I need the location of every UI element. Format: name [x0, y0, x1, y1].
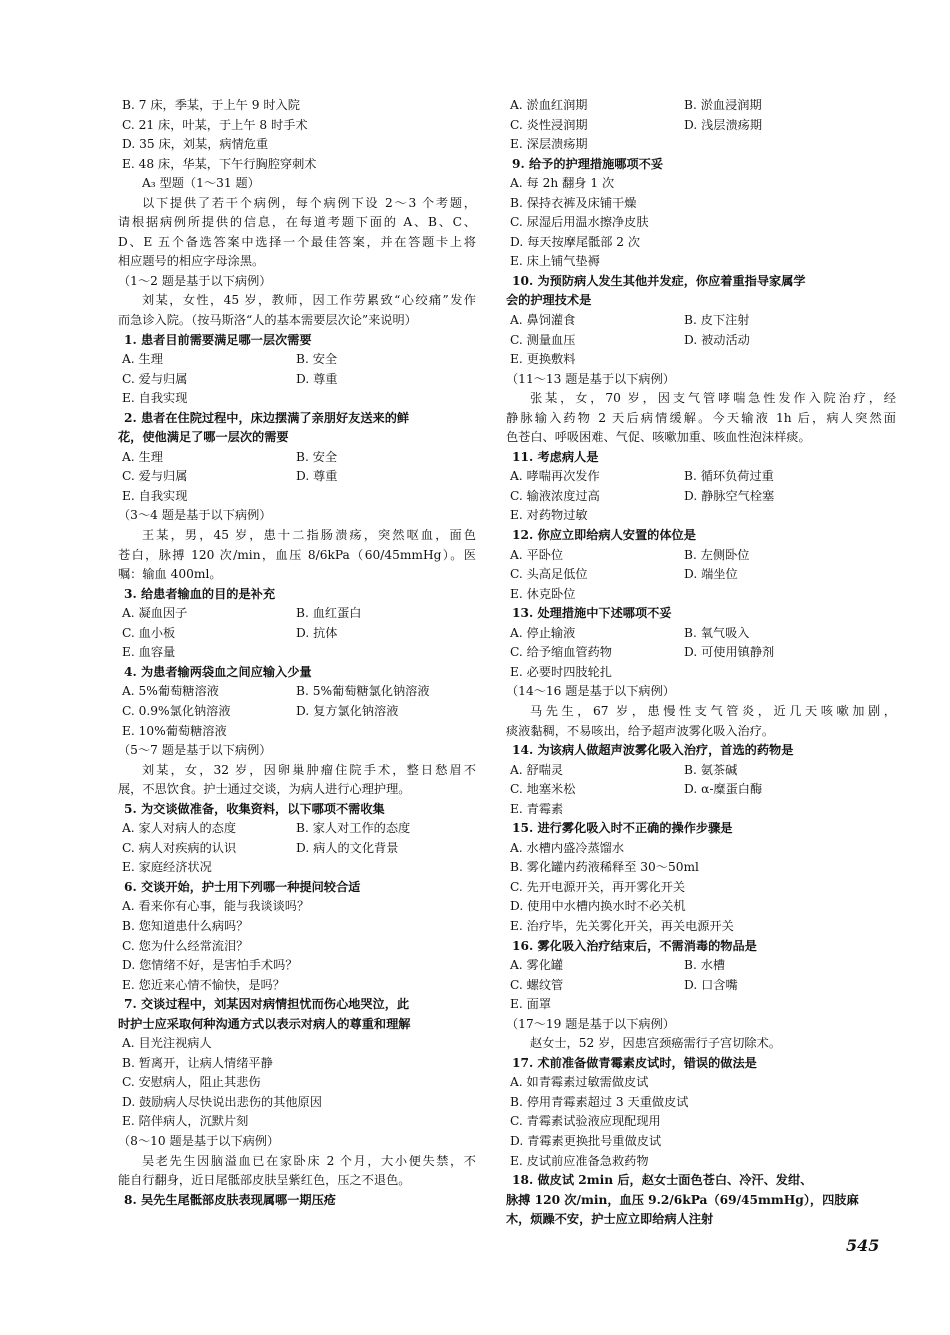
answer-option: B. 血红蛋白	[296, 606, 362, 621]
answer-option-pair	[506, 96, 896, 116]
answer-option: D. 复方氯化钠溶液	[296, 703, 399, 718]
case-caption: （1～2 题是基于以下病例）	[118, 273, 272, 288]
case-caption: （17～19 题是基于以下病例）	[506, 1016, 675, 1031]
answer-option-pair	[506, 976, 896, 996]
answer-option: A. 水槽内盛冷蒸馏水	[510, 840, 625, 855]
answer-option: C. 螺纹管	[510, 977, 564, 992]
answer-option: E. 皮试前应准备急救药物	[510, 1153, 649, 1168]
answer-option-pair	[118, 350, 476, 370]
question-stem: 15. 进行雾化吸入时不正确的操作步骤是	[512, 821, 733, 836]
answer-option: E. 更换敷料	[510, 352, 576, 367]
answer-option: A. 5%葡萄糖溶液	[122, 684, 219, 699]
case-text-line: 能自行翻身，近日尾骶部皮肤呈紫红色，压之不退色。	[118, 1173, 411, 1188]
answer-option: B. 氧气吸入	[684, 625, 750, 640]
answer-option-pair	[506, 565, 896, 585]
answer-option: E. 血容量	[122, 645, 176, 660]
question-stem: 1. 患者目前需要满足哪一层次需要	[124, 332, 312, 347]
question-stem: 13. 处理措施中下述哪项不妥	[512, 606, 672, 621]
answer-option: A. 每 2h 翻身 1 次	[510, 176, 615, 191]
answer-option: D. 您情绪不好，是害怕手术吗？	[122, 958, 298, 973]
answer-option-pair	[506, 467, 896, 487]
case-text-line: 吴老先生因脑溢血已在家卧床 2 个月，大小便失禁，不	[142, 1153, 476, 1168]
answer-option: B. 安全	[296, 449, 338, 464]
case-text-line: 张某，女，70 岁，因支气管哮喘急性发作入院治疗，经	[530, 391, 896, 406]
question-stem: 7. 交谈过程中，刘某因对病情担忧而伤心地哭泣，此	[124, 997, 410, 1012]
answer-option: C. 血小板	[122, 625, 176, 640]
answer-option: E. 休克卧位	[510, 586, 576, 601]
case-text-line: 苍白，脉搏 120 次/min，血压 8/6kPa（60/45mmHg）。医	[118, 547, 476, 562]
answer-option: D. 每天按摩尾骶部 2 次	[510, 234, 641, 249]
answer-option: A. 生理	[122, 449, 163, 464]
question-stem: 4. 为患者输两袋血之间应输入少量	[124, 664, 312, 679]
answer-option: B. 循环负荷过重	[684, 469, 774, 484]
case-caption: （14～16 题是基于以下病例）	[506, 684, 675, 699]
answer-option: C. 地塞米松	[510, 782, 576, 797]
answer-option: B. 保持衣裤及床铺干燥	[510, 195, 637, 210]
answer-option-pair	[506, 956, 896, 976]
answer-option: B. 左侧卧位	[684, 547, 750, 562]
answer-option: E. 您近来心情不愉快，是吗？	[122, 977, 285, 992]
answer-option: D. 青霉素更换批号重做皮试	[510, 1133, 662, 1148]
answer-option-pair	[118, 702, 476, 722]
answer-option: B. 淤血浸润期	[684, 98, 762, 112]
answer-option: B. 您知道患什么病吗？	[122, 918, 249, 933]
answer-option: D. 抗体	[296, 625, 338, 640]
answer-option: C. 输液浓度过高	[510, 488, 600, 503]
question-stem: 脉搏 120 次/min，血压 9.2/6kPa（69/45mmHg），四肢麻	[506, 1192, 859, 1207]
case-caption: （11～13 题是基于以下病例）	[506, 371, 675, 386]
answer-option: D. 尊重	[296, 469, 338, 484]
answer-option: B. 雾化罐内药液稀释至 30～50ml	[510, 860, 699, 875]
answer-option-pair	[118, 682, 476, 702]
answer-option: B. 安全	[296, 352, 338, 367]
case-text-line: 嘱：输血 400ml。	[118, 567, 222, 582]
question-stem: 12. 你应立即给病人安置的体位是	[512, 528, 696, 543]
answer-option: E. 48 床，华某，下午行胸腔穿刺术	[122, 156, 317, 171]
case-text-line: 请根据病例所提供的信息，在每道考题下面的 A、B、C、	[118, 215, 476, 230]
question-stem: 8. 吴先生尾骶部皮肤表现属哪一期压疮	[124, 1192, 336, 1207]
answer-option: D. 端坐位	[684, 567, 738, 582]
answer-option: A. 平卧位	[510, 547, 564, 562]
answer-option-pair	[118, 370, 476, 390]
answer-option: B. 停用青霉素超过 3 天重做皮试	[510, 1094, 689, 1109]
answer-option: C. 炎性浸润期	[510, 117, 588, 132]
question-stem: 时护士应采取何种沟通方式以表示对病人的尊重和理解	[118, 1016, 411, 1031]
answer-option: A. 舒喘灵	[510, 762, 564, 777]
case-text-line: 痰液黏稠，不易咳出，给予超声波雾化吸入治疗。	[506, 723, 775, 738]
answer-option: A. 雾化罐	[510, 958, 564, 973]
case-text-line: 相应题号的相应字母涂黑。	[118, 254, 265, 269]
answer-option: D. 口含嘴	[684, 977, 738, 992]
answer-option: C. 安慰病人，阻止其悲伤	[122, 1075, 261, 1090]
answer-option: A. 目光注视病人	[122, 1036, 212, 1051]
answer-option-pair	[118, 624, 476, 644]
answer-option: E. 自我实现	[122, 391, 188, 406]
question-stem: 16. 雾化吸入治疗结束后，不需消毒的物品是	[512, 938, 757, 953]
answer-option: B. 7 床，季某，于上午 9 时入院	[122, 98, 300, 112]
answer-option: E. 10%葡萄糖溶液	[122, 723, 227, 738]
answer-option: A. 鼻饲灌食	[510, 313, 576, 328]
case-text-line: 刘某，女性，45 岁，教师，因工作劳累致“心绞痛”发作	[142, 293, 476, 308]
answer-option: A. 看来你有心事，能与我谈谈吗？	[122, 899, 310, 914]
question-stem: 5. 为交谈做准备，收集资料，以下哪项不需收集	[124, 801, 385, 816]
case-text-line: 王某，男，45 岁，患十二指肠溃疡，突然呕血，面色	[142, 528, 476, 543]
answer-option: C. 青霉素试验液应现配现用	[510, 1114, 661, 1129]
question-stem: 2. 患者在住院过程中，床边摆满了亲朋好友送来的鲜	[124, 410, 410, 425]
answer-option: A. 生理	[122, 352, 163, 367]
question-stem: 11. 考虑病人是	[512, 449, 599, 464]
case-caption: （8～10 题是基于以下病例）	[118, 1133, 280, 1148]
question-stem: 17. 术前准备做青霉素皮试时，错误的做法是	[512, 1055, 757, 1070]
answer-option-pair	[506, 116, 896, 136]
answer-option: E. 陪伴病人，沉默片刻	[122, 1114, 249, 1129]
answer-option: C. 21 床，叶某，于上午 8 时手术	[122, 117, 308, 132]
answer-option: D. 尊重	[296, 371, 338, 386]
answer-option: E. 自我实现	[122, 488, 188, 503]
answer-option: D. 静脉空气栓塞	[684, 488, 775, 503]
answer-option: E. 青霉素	[510, 801, 564, 816]
case-caption: （3～4 题是基于以下病例）	[118, 508, 272, 523]
section-heading: A₃ 型题（1～31 题）	[142, 176, 260, 191]
case-text-line: 色苍白、呼吸困难、气促、咳嗽加重、咳血性泡沫样痰。	[506, 430, 811, 445]
right-column	[506, 96, 896, 1230]
answer-option: E. 治疗毕，先关雾化开关，再关电源开关	[510, 918, 734, 933]
question-stem: 6. 交谈开始，护士用下列哪一种提问较合适	[124, 879, 361, 894]
answer-option: C. 尿湿后用温水擦净皮肤	[510, 215, 649, 230]
answer-option: E. 面罩	[510, 997, 552, 1012]
answer-option: E. 必要时四肢轮扎	[510, 664, 612, 679]
answer-option-pair	[118, 448, 476, 468]
answer-option-pair	[506, 780, 896, 800]
answer-option: E. 对药物过敏	[510, 508, 588, 523]
answer-option-pair	[506, 331, 896, 351]
answer-option: C. 测量血压	[510, 332, 576, 347]
question-stem: 木，烦躁不安，护士应立即给病人注射	[506, 1212, 714, 1227]
answer-option: A. 凝血因子	[122, 606, 188, 621]
answer-option: A. 家人对病人的态度	[122, 821, 237, 836]
answer-option: A. 淤血红润期	[510, 98, 588, 112]
answer-option: B. 皮下注射	[684, 313, 750, 328]
answer-option: C. 先开电源开关，再开雾化开关	[510, 879, 686, 894]
answer-option-pair	[506, 624, 896, 644]
answer-option-pair	[118, 819, 476, 839]
case-text-line: 以下提供了若干个病例，每个病例下设 2～3 个考题，	[142, 195, 476, 210]
case-text-line: D、E 五个备选答案中选择一个最佳答案，并在答题卡上将	[118, 234, 476, 249]
answer-option: E. 床上铺气垫褥	[510, 254, 600, 269]
answer-option: C. 爱与归属	[122, 469, 188, 484]
answer-option: D. 浅层溃疡期	[684, 117, 763, 132]
answer-option: C. 头高足低位	[510, 567, 588, 582]
answer-option: D. 使用中水槽内换水时不必关机	[510, 899, 686, 914]
answer-option-pair	[506, 546, 896, 566]
answer-option-pair	[118, 839, 476, 859]
case-text-line: 马先生，67 岁，患慢性支气管炎，近几天咳嗽加剧，	[530, 703, 896, 718]
answer-option-pair	[118, 604, 476, 624]
case-text-line: 而急诊入院。（按马斯洛“人的基本需要层次论”来说明）	[118, 313, 417, 328]
question-stem: 3. 给患者输血的目的是补充	[124, 586, 276, 601]
answer-option: C. 给予缩血管药物	[510, 645, 612, 660]
answer-option: D. α-糜蛋白酶	[684, 782, 763, 797]
question-stem: 18. 做皮试 2min 后，赵女士面色苍白、冷汗、发绀、	[512, 1173, 813, 1188]
case-text-line: 刘某，女，32 岁，因卵巢肿瘤住院手术，整日愁眉不	[142, 762, 476, 777]
question-stem: 14. 为该病人做超声波雾化吸入治疗，首选的药物是	[512, 743, 794, 758]
answer-option: D. 病人的文化背景	[296, 840, 399, 855]
question-stem: 10. 为预防病人发生其他并发症，你应着重指导家属学	[512, 273, 806, 288]
answer-option: E. 深层溃疡期	[510, 137, 588, 152]
answer-option: A. 哮喘再次发作	[510, 469, 600, 484]
answer-option: D. 鼓励病人尽快说出悲伤的其他原因	[122, 1094, 322, 1109]
answer-option-pair	[118, 467, 476, 487]
answer-option-pair	[506, 487, 896, 507]
question-stem: 花，使他满足了哪一层次的需要	[118, 430, 289, 445]
answer-option-pair	[506, 311, 896, 331]
case-caption: （5～7 题是基于以下病例）	[118, 743, 272, 758]
case-text-line: 静脉输入药物 2 天后病情缓解。今天输液 1h 后，病人突然面	[506, 410, 896, 425]
answer-option: D. 35 床，刘某，病情危重	[122, 137, 269, 152]
answer-option: D. 可使用镇静剂	[684, 645, 775, 660]
question-stem: 9. 给予的护理措施哪项不妥	[512, 156, 664, 171]
answer-option-pair	[506, 643, 896, 663]
answer-option: B. 水槽	[684, 958, 726, 973]
answer-option: B. 氨茶碱	[684, 762, 738, 777]
answer-option: C. 病人对疾病的认识	[122, 840, 237, 855]
case-text-line: 展，不思饮食。护士通过交谈，为病人进行心理护理。	[118, 782, 411, 797]
case-text-line: 赵女士，52 岁，因患宫颈癌需行子宫切除术。	[530, 1036, 781, 1051]
answer-option: A. 如青霉素过敏需做皮试	[510, 1075, 649, 1090]
answer-option: B. 暂离开，让病人情绪平静	[122, 1055, 273, 1070]
answer-option: C. 您为什么经常流泪？	[122, 938, 249, 953]
answer-option: D. 被动活动	[684, 332, 750, 347]
page-number: 545	[846, 1236, 880, 1255]
answer-option: A. 停止输液	[510, 625, 576, 640]
answer-option: C. 爱与归属	[122, 371, 188, 386]
answer-option: B. 家人对工作的态度	[296, 821, 411, 836]
answer-option: B. 5%葡萄糖氯化钠溶液	[296, 684, 430, 699]
question-stem: 会的护理技术是	[506, 293, 592, 308]
answer-option: E. 家庭经济状况	[122, 860, 212, 875]
answer-option-pair	[506, 761, 896, 781]
left-column	[118, 96, 476, 1210]
answer-option: C. 0.9%氯化钠溶液	[122, 703, 231, 718]
